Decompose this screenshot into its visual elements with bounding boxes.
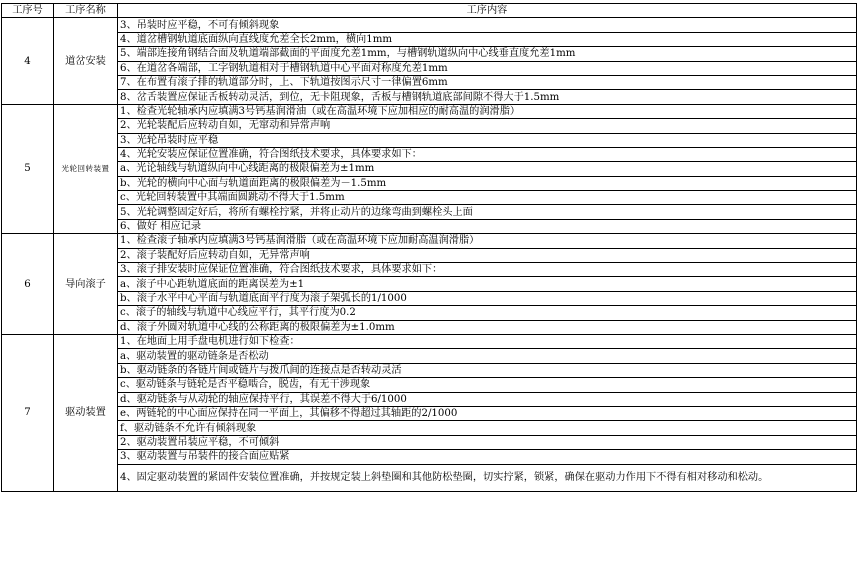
process-step: a、驱动装置的驱动链条是否松动 [118,349,857,363]
table-row [2,162,857,176]
table-row [2,406,857,420]
table-row [2,119,857,133]
header-process-content: 工序内容 [118,4,857,18]
process-step: 6、做好 相应记录 [118,219,857,233]
process-step: 5、光轮调整固定好后，将所有螺栓拧紧，并将止动片的边缘弯曲到螺栓头上面 [118,205,857,219]
process-step: b、驱动链条的各链片间或链片与拨爪间的连接点是否转动灵活 [118,363,857,377]
process-step: b、光轮的横向中心面与轨道面距离的极限偏差为－1.5mm [118,176,857,190]
process-step: d、滚子外圆对轨道中心线的公称距离的极限偏差为±1.0mm [118,320,857,334]
table-row [2,47,857,61]
process-step: c、光轮回转装置中其端面圆跳动不得大于1.5mm [118,191,857,205]
table-row [2,450,857,464]
process-step: a、滚子中心距轨道底面的距离误差为±1 [118,277,857,291]
table-row [2,205,857,219]
process-step: 3、滚子排安装时应保证位置准确，符合图纸技术要求，具体要求如下： [118,263,857,277]
table-row [2,75,857,89]
table-row [2,248,857,262]
process-step: b、滚子水平中心平面与轨道底面平行度为滚子架弧长的1/1000 [118,291,857,305]
table-row [2,263,857,277]
process-name: 导向滚子 [54,234,118,335]
process-step: 4、固定驱动装置的紧固件安装位置准确，并按规定装上斜垫圈和其他防松垫圈，切实拧紧，锁紧，确保在驱动力作用下不得有相对移动和松动。 [118,464,857,491]
process-step: 5、端部连接角钢结合面及轨道端部截面的平面度允差1mm，与槽钢轨道纵向中心线垂直度允差1mm [118,47,857,61]
process-number: 6 [2,234,54,335]
process-step: 2、滚子装配好后应转动自如，无异常声响 [118,248,857,262]
process-number: 7 [2,334,54,491]
table-row [2,378,857,392]
process-step: 1、检查滚子轴承内应填满3号钙基润滑脂（或在高温环境下应加耐高温润滑脂） [118,234,857,248]
table-row [2,320,857,334]
process-step: 3、驱动装置与吊装件的接合面应贴紧 [118,450,857,464]
process-step: 3、光轮吊装时应平稳 [118,133,857,147]
process-step: e、两链轮的中心面应保持在同一平面上，其偏移不得超过其轴距的2/1000 [118,406,857,420]
process-name: 道岔安装 [54,18,118,104]
process-step: f、驱动链条不允许有倾斜现象 [118,421,857,435]
table-row [2,464,857,491]
table-row [2,32,857,46]
table-row [2,277,857,291]
process-step: 8、岔舌装置应保证舌板转动灵活，到位，无卡阻现象，舌板与槽钢轨道底部间隙不得大于1.5mm [118,90,857,104]
process-step: c、驱动链条与链轮是否平稳啮合，脱齿，有无干涉现象 [118,378,857,392]
table-row [2,234,857,248]
table-row [2,61,857,75]
table-row [2,90,857,104]
process-number: 4 [2,18,54,104]
process-step: a、光论轴线与轨道纵向中心线距离的极限偏差为±1mm [118,162,857,176]
table-row [2,133,857,147]
process-step: 3、吊装时应平稳，不可有倾斜现象 [118,18,857,32]
process-step: d、驱动链条与从动轮的轴应保持平行，其误差不得大于6/1000 [118,392,857,406]
process-table [1,3,857,492]
process-step: c、滚子的轴线与轨道中心线应平行，其平行度为0.2 [118,306,857,320]
process-step: 6、在道岔各端部，工字钢轨道相对于槽钢轨道中心平面对称度允差1mm [118,61,857,75]
table-row [2,363,857,377]
table-row [2,349,857,363]
process-step: 4、光轮安装应保证位置准确，符合图纸技术要求，具体要求如下： [118,147,857,161]
table-row [2,392,857,406]
process-name: 光轮回转装置 [54,104,118,234]
process-step: 4、道岔槽钢轨道底面纵向直线度允差全长2mm，横向1mm [118,32,857,46]
table-body [2,18,857,491]
header-process-no: 工序号 [2,4,54,18]
header-row [2,4,857,18]
process-name: 驱动装置 [54,334,118,491]
table-row [2,191,857,205]
process-step: 7、在布置有滚子排的轨道部分时，上、下轨道按图示尺寸一律偏置6mm [118,75,857,89]
table-row [2,147,857,161]
process-step: 2、光轮装配后应转动自如，无窜动和异常声响 [118,119,857,133]
table-row [2,435,857,449]
table-row [2,291,857,305]
process-step: 1、检查光轮轴承内应填满3号钙基润滑油（或在高温环境下应加相应的耐高温的润滑脂） [118,104,857,118]
table-row [2,421,857,435]
table-row [2,104,857,118]
process-step: 1、在地面上用手盘电机进行如下检查： [118,334,857,348]
process-step: 2、驱动装置吊装应平稳，不可倾斜 [118,435,857,449]
table-row [2,176,857,190]
process-number: 5 [2,104,54,234]
header-process-name: 工序名称 [54,4,118,18]
table-row [2,219,857,233]
table-row [2,306,857,320]
table-row [2,18,857,32]
table-row [2,334,857,348]
